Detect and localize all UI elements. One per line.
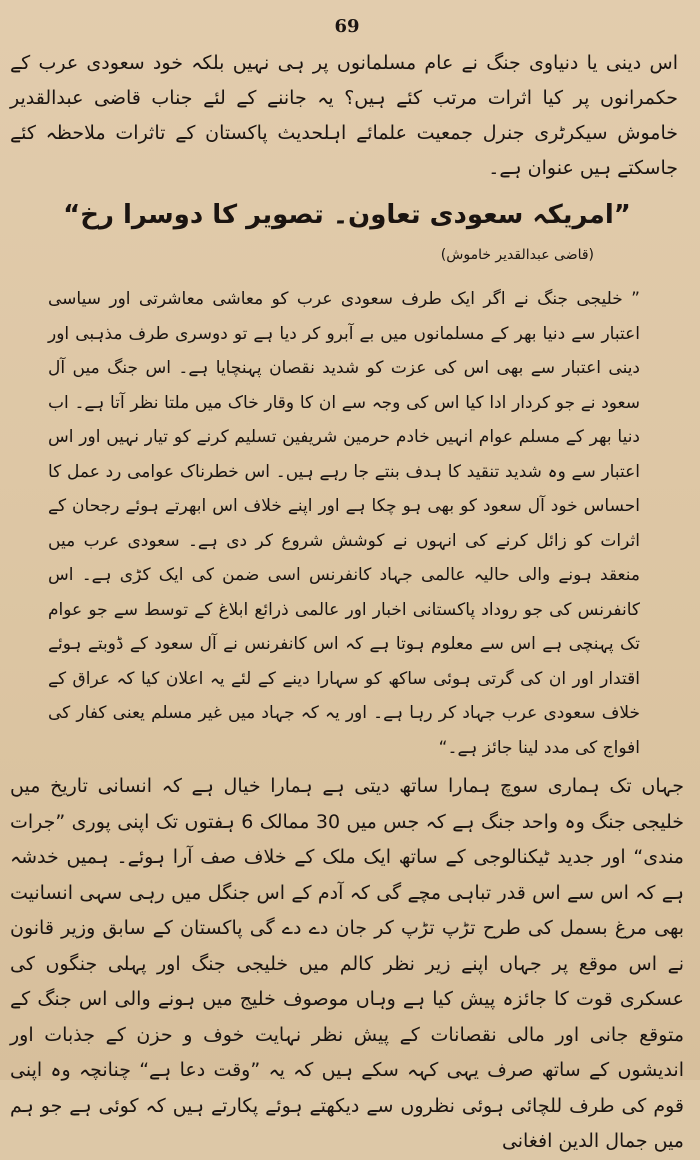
page-number: 69 [334, 16, 360, 37]
article-title: ”امریکہ سعودی تعاون۔ تصویر کا دوسرا رخ“ [63, 200, 631, 230]
quoted-passage: ” خلیجی جنگ نے اگر ایک طرف سعودی عرب کو معاشی معاشرتی اور سیاسی اعتبار سے دنیا بھر کے مسلمانوں میں بے آبرو کر دیا ہے تو دوسری طرف مذہبی اور دینی اعتبار سے بھی اس کی عزت کو شدید نقصان پہنچایا ہے۔ اس جنگ میں آل سعود نے جو کردار ادا کیا اس کی وجہ سے ان کا وقار خاک میں ملتا نظر آتا ہے۔ اب دنیا بھر کے مسلم عوام انہیں خادم حرمین شریفین تسلیم کرنے کو تیار نہیں اور اس اعتبار سے وہ شدید تنقید کا ہدف بنتے جا رہے ہیں۔ اس خطرناک عوامی رد عمل کا احساس خود آل سعود کو بھی ہو چکا ہے اور اپنے خلاف اس ابھرتے ہوئے رجحان کے اثرات کو زائل کرنے کی انہوں نے کوشش شروع کر دی ہے۔ سعودی عرب میں منعقد ہونے والی حالیہ عالمی جہاد کانفرنس اسی ضمن کی ایک کڑی ہے۔ اس کانفرنس کی جو روداد پاکستانی اخبار اور عالمی ذرائع ابلاغ کے توسط سے جو عوام تک پہنچی ہے اس سے معلوم ہوتا ہے کہ اس کانفرنس نے آل سعود کے ڈوبتے ہوئے اقتدار اور ان کی گرتی ہوئی ساکھ کو سہارا دینے کے لئے یہ اعلان کیا کہ عراق کے خلاف سعودی عرب جہاد کر رہا ہے۔ اور یہ کہ جہاد میں غیر مسلم یعنی کفار کی افواج کی مدد لینا جائز ہے۔“ [48, 289, 640, 758]
body-paragraph: جہاں تک ہماری سوچ ہمارا ساتھ دیتی ہے ہمارا خیال ہے کہ انسانی تاریخ میں خلیجی جنگ وہ واحد جنگ ہے کہ جس میں 30 ممالک 6 ہفتوں تک اپنی پوری ”جرات مندی“ اور جدید ٹیکنالوجی کے ساتھ ایک ملک کے خلاف صف آرا ہوئے۔ ہمیں خدشہ ہے کہ اس سے اس قدر تباہی مچے گی کہ آدم کے اس جنگل میں رہی سہی انسانیت بھی مرغ بسمل کی طرح تڑپ تڑپ کر جان دے دے گی پاکستان کے سابق وزیر قانون نے اس موقع پر جہاں اپنے زیر نظر کالم میں خلیجی جنگ اور پہلی جنگوں کی عسکری قوت کا جائزہ پیش کیا ہے وہاں موصوف خلیج میں ہونے والی اس جنگ کے متوقع جانی اور مالی نقصانات کے پیش نظر نہایت خوف و حزن کے جذبات اور اندیشوں کے ساتھ صرف یہی کہہ سکے ہیں کہ یہ ”وقت دعا ہے“ چنانچہ وہ اپنی قوم کی طرف للچائی ہوئی نظروں سے دیکھتے ہوئے پکارتے ہیں کہ کوئی ہے جو ہم میں جمال الدین افغانی [10, 775, 684, 1152]
intro-paragraph: اس دینی یا دنیاوی جنگ نے عام مسلمانوں پر ہی نہیں بلکہ خود سعودی عرب کے حکمرانوں پر کیا اثرات مرتب کئے ہیں؟ یہ جاننے کے لئے جناب قاضی عبدالقدیر خاموش سیکرٹری جنرل جمعیت علمائے اہلحدیث پاکستان کے تاثرات ملاحظہ کئے جاسکتے ہیں عنوان ہے۔ [10, 52, 678, 179]
article-author: (قاضی عبدالقدیر خاموش) [440, 247, 594, 263]
